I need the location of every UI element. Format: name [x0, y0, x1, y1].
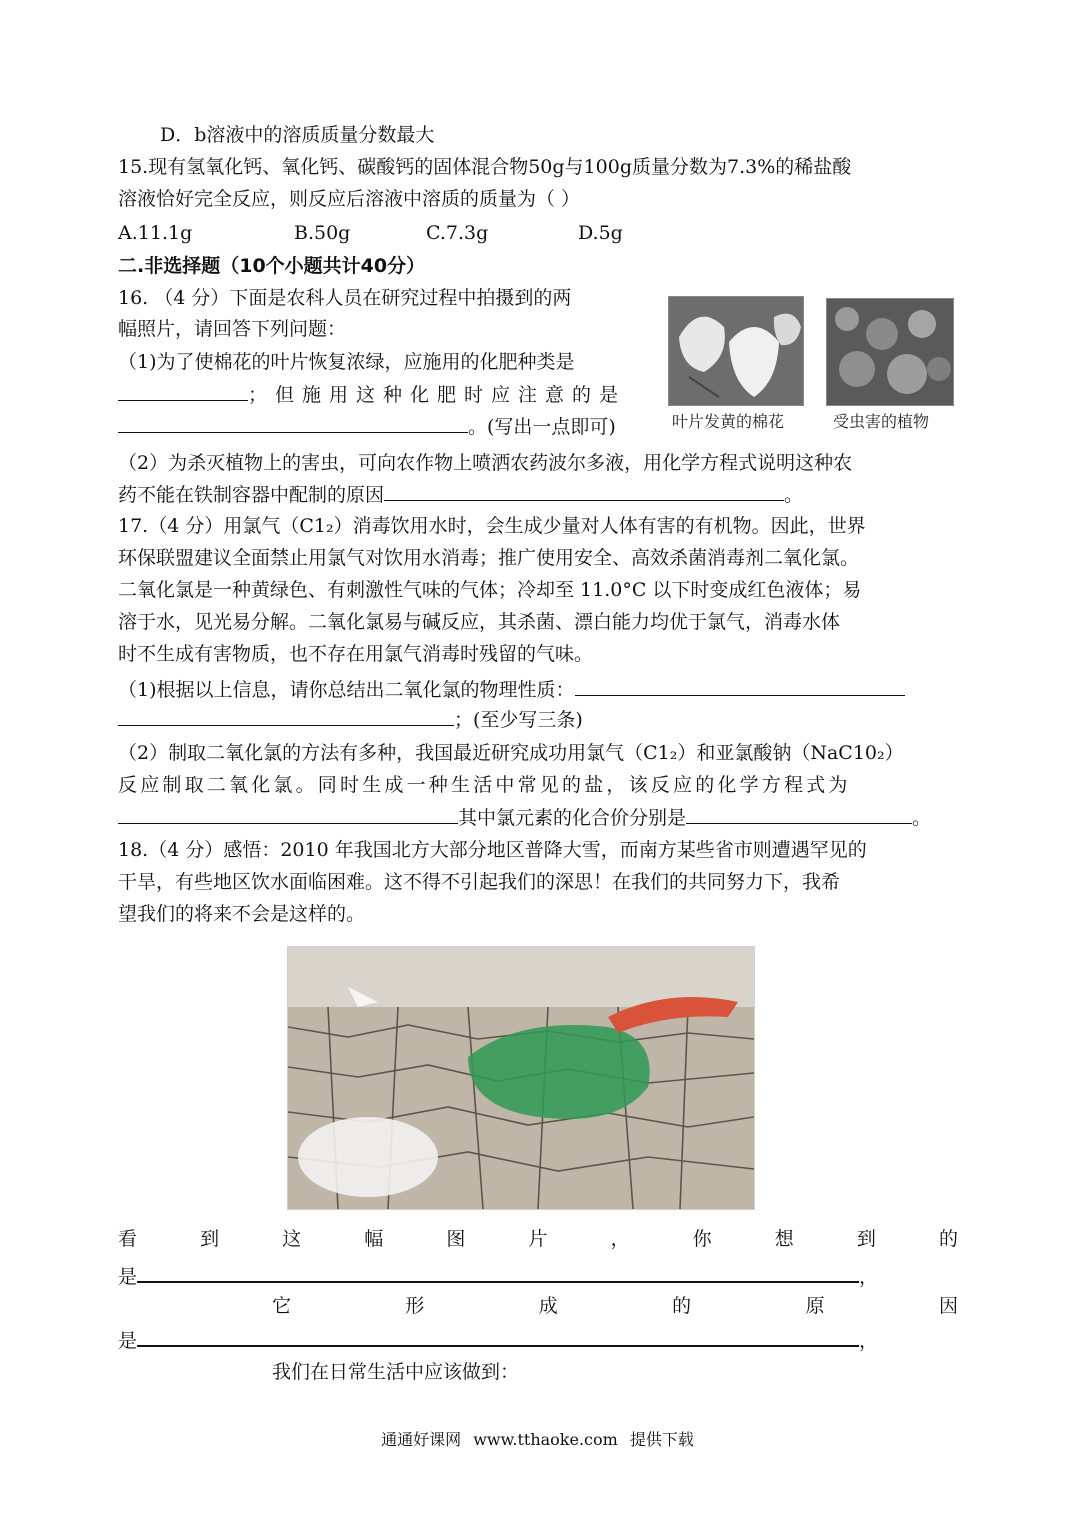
answer-blank[interactable] [137, 1263, 859, 1283]
q18-answer1: 是 ， [118, 1263, 878, 1289]
footer-url[interactable]: www.tthaoke.com [473, 1430, 618, 1449]
answer-blank[interactable] [118, 707, 454, 726]
answer-blank[interactable] [575, 677, 905, 696]
q17-line7: ；(至少写三条) [118, 707, 583, 732]
q16-line4: ；但施用这种化肥时应注意的是 [118, 382, 626, 407]
q16-sub2: （2）为杀灭植物上的害虫，可向农作物上喷洒农药波尔多液，用化学方程式说明这种农 [118, 452, 853, 474]
q17-line5: 时不生成有害物质，也不存在用氯气消毒时残留的气味。 [118, 643, 594, 665]
drought-photo [287, 946, 755, 1210]
q15-option-b: B.50g [294, 222, 351, 244]
answer-blank[interactable] [118, 414, 468, 433]
yellow-cotton-photo [668, 296, 804, 406]
q15-option-c: C.7.3g [426, 222, 489, 244]
damaged-plant-image [827, 299, 953, 405]
answer-blank[interactable] [137, 1327, 859, 1347]
q16-line2: 幅照片，请回答下列问题： [118, 318, 347, 340]
answer-blank[interactable] [118, 805, 458, 824]
answer-blank[interactable] [686, 805, 912, 824]
answer-blank[interactable] [384, 482, 784, 501]
q18-line2: 干旱，有些地区饮水面临困难。这不得不引起我们的深思！在我们的共同努力下，我希 [118, 871, 841, 893]
drought-cracked-land-image [288, 947, 754, 1209]
q17-sub2: （2）制取二氧化氯的方法有多种，我国最近研究成功用氯气（C1₂）和亚氯酸钠（NaC10₂） [118, 742, 904, 764]
photo1-caption: 叶片发黄的棉花 [672, 412, 785, 431]
footer-site: 通通好课网 [381, 1430, 462, 1449]
q17-line3: 二氧化氯是一种黄绿色、有刺激性气味的气体；冷却至 11.0°C 以下时变成红色液体；易 [118, 579, 862, 601]
q18-answer2: 是 ， [118, 1327, 878, 1353]
q16-sub1: （1)为了使棉花的叶片恢复浓绿，应施用的化肥种类是 [118, 351, 575, 373]
q18-see-line: 看 到 这 幅 图 片 ， 你 想 到 的 [118, 1228, 958, 1250]
q15-stem-line1: 15.现有氢氧化钙、氧化钙、碳酸钙的固体混合物50g与100g质量分数为7.3%的稀盐酸 [118, 156, 852, 178]
q17-line1: 17.（4 分）用氯气（C1₂）消毒饮用水时，会生成少量对人体有害的有机物。因此，世界 [118, 515, 866, 537]
q17-line9: 反应制取二氧化氯。同时生成一种生活中常见的盐，该反应的化学方程式为 [118, 774, 851, 796]
q18-line3: 望我们的将来不会是这样的。 [118, 903, 366, 925]
q18-cause-line: 它 形 成 的 原 因 [272, 1295, 958, 1317]
q18-daily: 我们在日常生活中应该做到： [272, 1361, 520, 1383]
footer-text: 提供下载 [629, 1430, 694, 1449]
answer-blank[interactable] [118, 382, 248, 401]
cotton-leaves-image [669, 297, 803, 405]
q16-line5: 。(写出一点即可) [118, 414, 616, 439]
page-footer [0, 1430, 1075, 1450]
q15-option-a: A.11.1g [118, 222, 193, 244]
q15-stem-line2: 溶液恰好完全反应，则反应后溶液中溶质的质量为（ ） [118, 188, 581, 210]
section-title: 二.非选择题（10个小题共计40分） [118, 255, 426, 277]
q15-option-d: D.5g [578, 222, 623, 244]
q18-line1: 18.（4 分）感悟：2010 年我国北方大部分地区普降大雪，而南方某些省市则遭遇罕见的 [118, 839, 867, 861]
pest-plant-photo [826, 298, 954, 406]
q17-sub1: （1)根据以上信息，请你总结出二氧化氯的物理性质： [118, 677, 905, 702]
q17-line10: 其中氯元素的化合价分别是 。 [118, 805, 931, 830]
q17-line4: 溶于水，见光易分解。二氧化氯易与碱反应，其杀菌、漂白能力均优于氯气，消毒水体 [118, 611, 841, 633]
q16-line7: 药不能在铁制容器中配制的原因 。 [118, 484, 804, 506]
q16-line1: 16. （4 分）下面是农科人员在研究过程中拍摄到的两 [118, 287, 572, 309]
q14-option-d: D．b溶液中的溶质质量分数最大 [160, 124, 435, 146]
q17-line2: 环保联盟建议全面禁止用氯气对饮用水消毒；推广使用安全、高效杀菌消毒剂二氧化氯。 [118, 547, 860, 569]
photo2-caption: 受虫害的植物 [833, 412, 930, 431]
